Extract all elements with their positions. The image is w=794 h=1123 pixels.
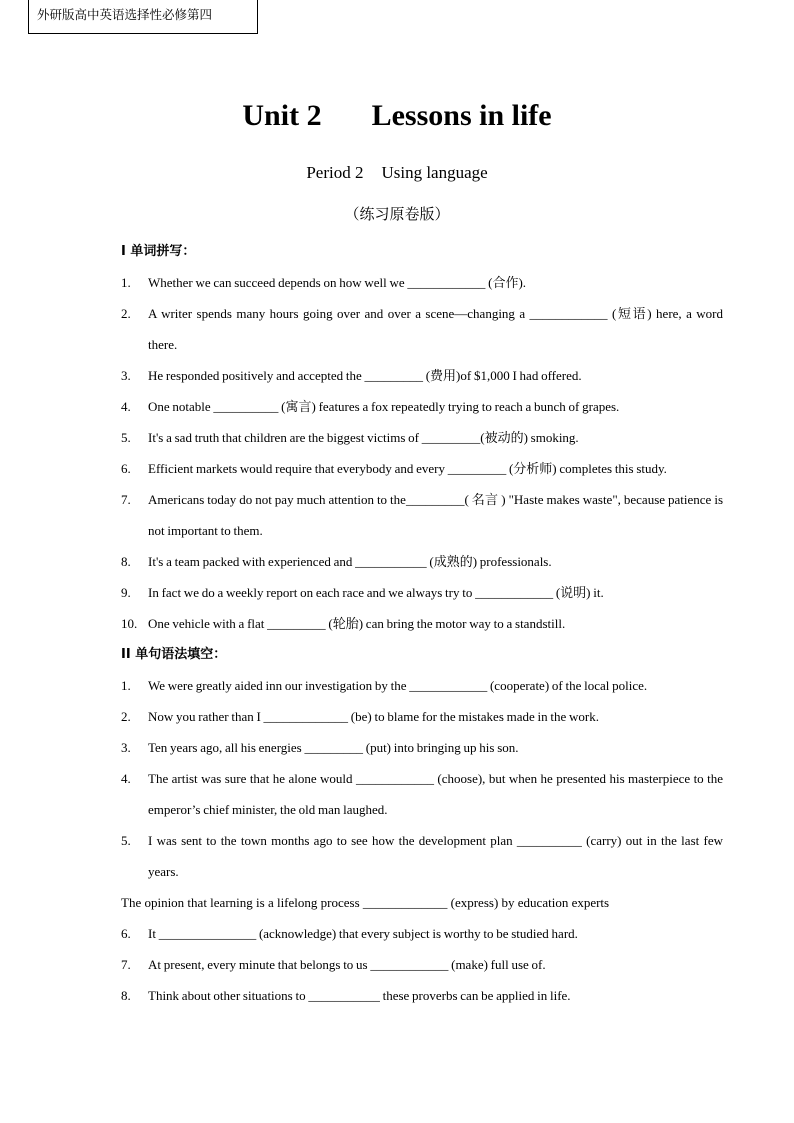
item-text: At present, every minute that belongs to us ____________ (make) full use of. [148,957,546,972]
period-topic: Using language [381,163,488,182]
item-number: 5. [121,833,131,848]
item-text: Ten years ago, all his energies _________ (put) into bringing up his son. [148,740,519,755]
item-text: It's a sad truth that children are the biggest victims of _________(被动的) smoking. [148,430,579,445]
item-text: It _______________ (acknowledge) that every subject is worthy to be studied hard. [148,926,578,941]
section-2-list [121,670,723,887]
item-number: 7. [121,957,131,972]
item-number: 7. [121,492,131,507]
item-text: One notable __________ (寓言) features a fox repeatedly trying to reach a bunch of grapes. [148,399,620,414]
item-text: Whether we can succeed depends on how well we ____________ (合作). [148,275,527,290]
item-text: Americans today do not pay much attention to the_________( 名言 ) "Haste makes waste", because patience is not important to them. [148,492,723,538]
section-2-list-continued [121,918,723,1011]
item-number: 2. [121,709,131,724]
exercise-item [121,763,723,825]
exercise-item [121,980,723,1011]
item-text: The artist was sure that he alone would ____________ (choose), but when he presented his masterpiece to the emperor’s chief minister, the old man laughed. [148,771,723,817]
item-number: 6. [121,461,131,476]
item-number: 9. [121,585,131,600]
item-number: 4. [121,399,131,414]
exercise-item [121,918,723,949]
exercise-item [121,422,723,453]
item-number: 3. [121,740,131,755]
item-text: I was sent to the town months ago to see how the development plan __________ (carry) out in the last few years. [148,833,723,879]
item-text: Now you rather than I _____________ (be) to blame for the mistakes made in the work. [148,709,599,724]
item-number: 1. [121,678,131,693]
item-text: It's a team packed with experienced and ___________ (成熟的) professionals. [148,554,552,569]
period-number: Period 2 [306,163,364,182]
exercise-item [121,391,723,422]
exercise-item [121,701,723,732]
section-1-heading: I 单词拼写： [121,244,196,259]
unit-title [0,98,794,134]
item-text: A writer spends many hours going over and over a scene—changing a ____________ (短语) here, a word there. [148,306,723,352]
exercise-item [121,546,723,577]
section-1-list [121,267,723,639]
item-text: We were greatly aided inn our investigation by the ____________ (cooperate) of the local police. [148,678,648,693]
item-number: 4. [121,771,131,786]
item-text: He responded positively and accepted the _________ (费用)of $1,000 I had offered. [148,368,582,383]
item-number: 5. [121,430,131,445]
section-2-note: The opinion that learning is a lifelong process _____________ (express) by education experts [121,895,610,910]
unit-name: Lessons in life [371,99,552,132]
exercise-item [121,949,723,980]
item-number: 10. [121,616,138,631]
item-number: 3. [121,368,131,383]
exercise-item [121,484,723,546]
exercise-item [121,267,723,298]
item-number: 1. [121,275,131,290]
item-text: One vehicle with a flat _________ (轮胎) can bring the motor way to a standstill. [148,616,566,631]
header-label: 外研版高中英语选择性必修第四 [37,7,213,22]
exercise-item [121,670,723,701]
exercise-content [121,236,723,1011]
unit-number: Unit 2 [242,99,322,132]
item-text: Think about other situations to ___________ these proverbs can be applied in life. [148,988,571,1003]
exercise-item [121,608,723,639]
exercise-item [121,298,723,360]
exercise-item [121,453,723,484]
item-number: 8. [121,988,131,1003]
item-text: In fact we do a weekly report on each race and we always try to ____________ (说明) it. [148,585,604,600]
item-number: 2. [121,306,131,321]
section-2-heading: II 单句语法填空： [121,647,227,662]
header-label-box [28,0,258,34]
exercise-item [121,732,723,763]
period-subtitle [0,162,794,184]
item-text: Efficient markets would require that everybody and every _________ (分析师) completes this study. [148,461,667,476]
exercise-item [121,360,723,391]
item-number: 6. [121,926,131,941]
version-label: （练习原卷版） [344,205,450,223]
item-number: 8. [121,554,131,569]
exercise-item [121,825,723,887]
exercise-item [121,577,723,608]
